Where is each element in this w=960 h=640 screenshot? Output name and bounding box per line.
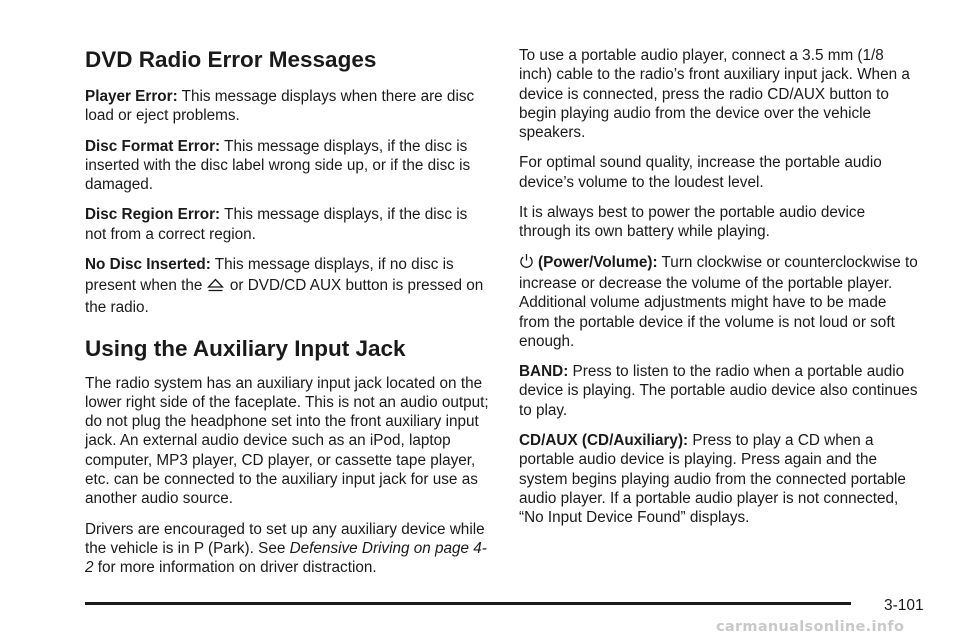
- no-disc-text-after: or DVD/CD AUX button is pressed on the radio.: [85, 276, 484, 317]
- aux-paragraph-2: [85, 520, 490, 578]
- power-volume-text: Turn clockwise or counterclockwise to increase or decrease the volume of the portable player. Additional volume adjustments might have to be made from the portable device if the volume is not loud or soft enough.: [519, 253, 918, 350]
- cd-aux-paragraph: [519, 431, 919, 527]
- battery-paragraph: It is always best to power the portable audio device through its own battery while playing.: [519, 204, 866, 241]
- sound-quality-paragraph: For optimal sound quality, increase the portable audio device’s volume to the loudest level.: [519, 154, 882, 191]
- disc-format-error-text: This message displays, if the disc is inserted with the disc label wrong side up, or if the disc is damaged.: [85, 137, 471, 194]
- defensive-driving-link[interactable]: Defensive Driving on page 4-2: [85, 539, 487, 577]
- aux-paragraph-2-after: for more information on driver distraction.: [93, 559, 377, 577]
- cd-aux-text: Press to play a CD when a portable audio device is playing. Press again and the system begins playing audio from the connected portable audio player. If a portable audio player is not connected, “No Input Device Found” displays.: [519, 432, 906, 527]
- heading-dvd-radio-error-messages: DVD Radio Error Messages: [85, 47, 377, 72]
- power-icon: [519, 253, 534, 274]
- no-disc-inserted-label: No Disc Inserted:: [85, 256, 211, 274]
- footer-rule: [85, 602, 851, 605]
- right-column: [519, 46, 919, 539]
- player-error-text: This message displays when there are disc load or eject problems.: [85, 88, 475, 125]
- no-disc-text-before: This message displays, if no disc is present when the: [85, 256, 454, 294]
- player-error-label: Player Error:: [85, 88, 178, 105]
- disc-format-error-label: Disc Format Error:: [85, 137, 221, 155]
- eject-icon: [207, 278, 224, 299]
- portable-player-paragraph: To use a portable audio player, connect a 3.5 mm (1/8 inch) cable to the radio’s front auxiliary input jack. When a device is connected, press the radio CD/AUX button to begin playing audio from the device over the vehicle speakers.: [519, 47, 910, 142]
- band-paragraph: [519, 362, 919, 420]
- power-volume-label: (Power/Volume):: [538, 253, 658, 271]
- power-volume-paragraph: [519, 253, 919, 351]
- page-number: 3-101: [884, 597, 924, 614]
- aux-paragraph-1: The radio system has an auxiliary input jack located on the lower right side of the faceplate. This is not an audio output; do not plug the headphone set into the front auxiliary input jack. An external audio device such as an iPod, laptop computer, MP3 player, CD player, or cassette tape player, etc. can be connected to the auxiliary input jack for use as another audio source.: [85, 374, 489, 508]
- player-error-paragraph: [85, 87, 490, 126]
- disc-region-error-text: This message displays, if the disc is not from a correct region.: [85, 206, 468, 243]
- band-label: BAND:: [519, 363, 569, 381]
- disc-region-error-paragraph: [85, 205, 490, 244]
- heading-auxiliary-input-jack: Using the Auxiliary Input Jack: [85, 335, 406, 361]
- cd-aux-label: CD/AUX (CD/Auxiliary):: [519, 432, 689, 450]
- left-column: [85, 40, 490, 589]
- band-text: Press to listen to the radio when a portable audio device is playing. The portable audio device also continues to play.: [519, 363, 918, 419]
- disc-format-error-paragraph: [85, 137, 490, 195]
- watermark: carmanualsonline.info: [716, 619, 905, 635]
- aux-paragraph-2-before: Drivers are encouraged to set up any auxiliary device while the vehicle is in P (Park). See: [85, 520, 485, 557]
- no-disc-inserted-paragraph: [85, 255, 490, 319]
- disc-region-error-label: Disc Region Error:: [85, 206, 221, 224]
